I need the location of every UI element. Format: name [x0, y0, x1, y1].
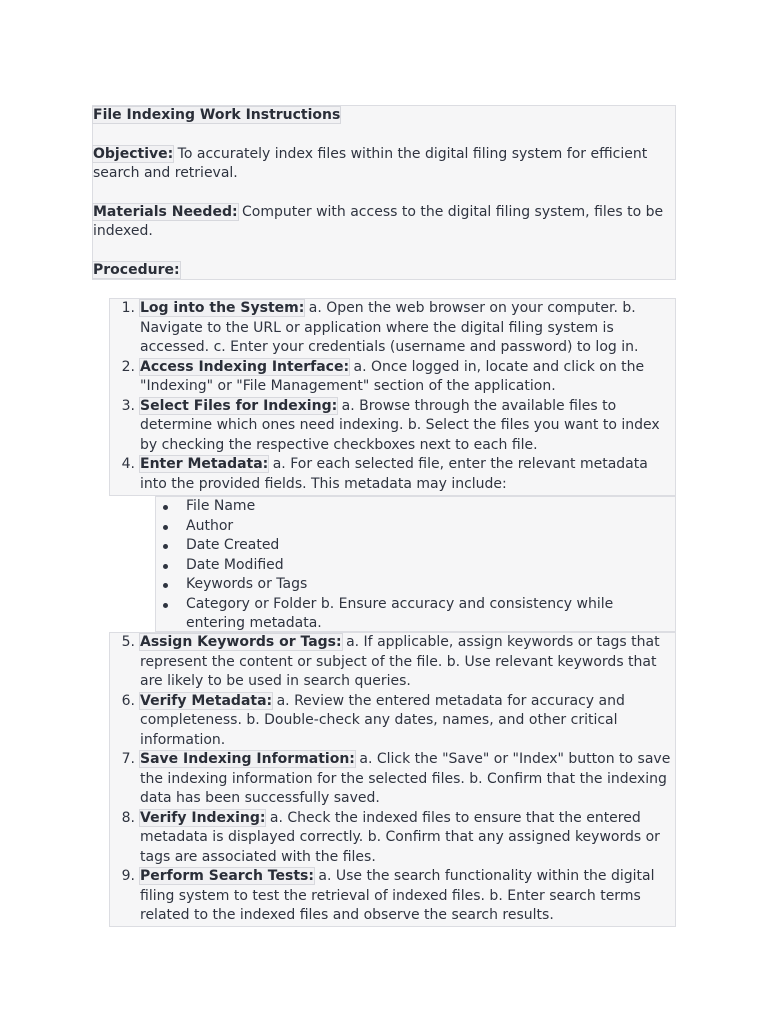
- intro-section: [92, 105, 676, 280]
- step-number: 3.: [121, 397, 135, 414]
- procedure-step: [110, 455, 675, 494]
- step-label: Verify Indexing:: [140, 809, 266, 826]
- materials-paragraph: [93, 203, 675, 242]
- step-text: a. If applicable, assign keywords or tags that represent the content or subject of the file. b. Use relevant keywords that are likely to be used in search queries.: [140, 634, 660, 689]
- step-label: Log into the System:: [140, 300, 305, 316]
- metadata-item: [156, 575, 675, 595]
- step-number: 6.: [121, 692, 135, 709]
- metadata-item: [156, 536, 675, 556]
- objective-paragraph: [93, 145, 675, 184]
- step-text: a. Once logged in, locate and click on the "Indexing" or "File Management" section of the application.: [140, 358, 645, 394]
- bullet-icon: [163, 603, 168, 608]
- document-title: File Indexing Work Instructions: [93, 107, 341, 123]
- procedure-step: [110, 809, 675, 868]
- bullet-icon: [163, 583, 168, 588]
- step-text: a. For each selected file, enter the relevant metadata into the provided fields. This metadata may include:: [140, 456, 648, 492]
- bullet-icon: [163, 564, 168, 569]
- step-label: Assign Keywords or Tags:: [140, 634, 342, 650]
- step-text: a. Browse through the available files to determine which ones need indexing. b. Select the files you want to index by checking the respective checkboxes next to each file.: [140, 397, 660, 453]
- procedure-step: [110, 397, 675, 456]
- step-text: a. Click the "Save" or "Index" button to save the indexing information for the selected files. b. Confirm that the indexing data has been successfully saved.: [140, 751, 671, 806]
- objective-label: Objective:: [93, 145, 174, 162]
- step-label: Select Files for Indexing:: [140, 397, 338, 414]
- step-number: 9.: [121, 868, 135, 884]
- procedure-paragraph: [93, 261, 675, 281]
- step-number: 2.: [121, 358, 135, 375]
- step-text: a. Open the web browser on your computer. b. Navigate to the URL or application where the digital filing system is accessed. c. Enter your credentials (username and password) to log in.: [140, 300, 639, 355]
- metadata-item-text: File Name: [186, 498, 256, 514]
- step-number: 1.: [121, 300, 135, 316]
- procedure-step: [110, 633, 675, 692]
- metadata-item-text: Date Created: [186, 537, 280, 553]
- step-text: a. Check the indexed files to ensure that the entered metadata is displayed correctly. b. Confirm that any assigned keywords or tags are associated with the files.: [140, 809, 660, 865]
- metadata-item: [156, 595, 675, 634]
- procedure-step: [110, 867, 675, 926]
- step-label: Verify Metadata:: [140, 692, 273, 709]
- step-label: Save Indexing Information:: [140, 751, 355, 767]
- objective-text: To accurately index files within the digital filing system for efficient search and retrieval.: [93, 145, 648, 181]
- step-number: 7.: [121, 751, 135, 767]
- procedure-steps-list-part1: [109, 298, 676, 496]
- metadata-item-text: Keywords or Tags: [186, 576, 308, 592]
- materials-text: Computer with access to the digital filing system, files to be indexed.: [93, 203, 664, 239]
- procedure-step: [110, 692, 675, 751]
- metadata-item: [156, 497, 675, 517]
- step-label: Perform Search Tests:: [140, 868, 314, 884]
- step-number: 4.: [121, 456, 135, 472]
- step-number: 5.: [121, 634, 135, 650]
- metadata-item: [156, 517, 675, 537]
- metadata-bullet-list: [155, 496, 676, 632]
- procedure-label: Procedure:: [93, 261, 180, 278]
- metadata-item-text: Author: [186, 517, 234, 534]
- step-label: Enter Metadata:: [140, 456, 269, 472]
- step-label: Access Indexing Interface:: [140, 358, 350, 375]
- metadata-item: [156, 556, 675, 576]
- bullet-icon: [163, 525, 168, 530]
- bullet-icon: [163, 544, 168, 549]
- document-title-paragraph: [93, 106, 675, 126]
- procedure-steps-list-part2: [109, 632, 676, 927]
- materials-label: Materials Needed:: [93, 203, 238, 220]
- step-number: 8.: [121, 809, 135, 826]
- procedure-step: [110, 358, 675, 397]
- step-text: a. Review the entered metadata for accuracy and completeness. b. Double-check any dates, names, and other critical information.: [140, 692, 625, 748]
- procedure-step: [110, 750, 675, 809]
- metadata-item-text: Category or Folder b. Ensure accuracy and consistency while entering metadata.: [186, 595, 614, 631]
- metadata-item-text: Date Modified: [186, 556, 284, 573]
- bullet-icon: [163, 505, 168, 510]
- step-text: a. Use the search functionality within the digital filing system to test the retrieval of indexed files. b. Enter search terms related to the indexed files and observe the search results.: [140, 868, 655, 923]
- procedure-step: [110, 299, 675, 358]
